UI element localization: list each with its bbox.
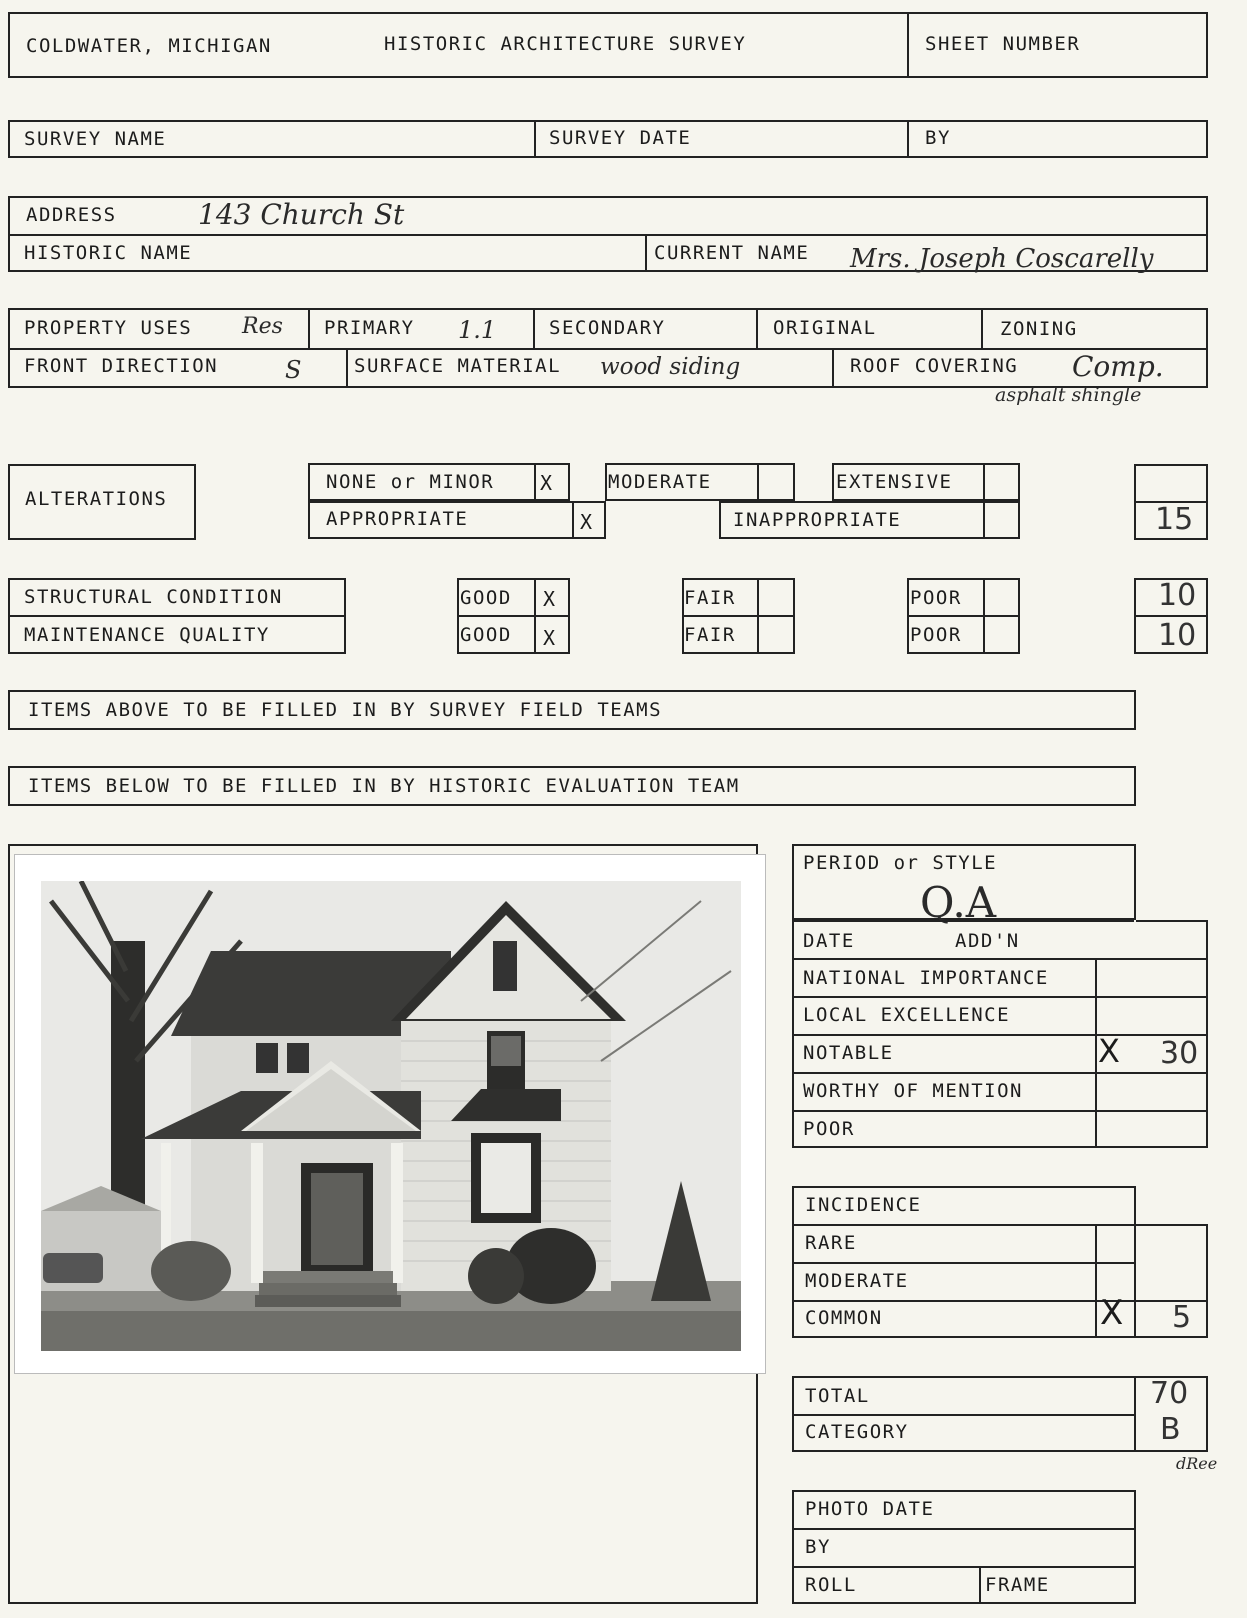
common-mark: X [1100, 1293, 1124, 1333]
inappropriate-checkbox-line [983, 501, 985, 539]
fair-checkbox-line [757, 578, 759, 654]
roof-covering-note: asphalt shingle [995, 384, 1142, 406]
date-value: ADD'N [955, 930, 1020, 952]
address-row-divider [8, 234, 1208, 236]
moderate-label: MODERATE [608, 471, 712, 493]
evaluator-initials: dRee [1176, 1454, 1218, 1473]
house-photograph [14, 854, 766, 1374]
maintenance-fair-label: FAIR [684, 624, 736, 646]
condition-label-divider [8, 615, 346, 617]
incidence-row-1 [792, 1224, 1208, 1226]
common-score: 5 [1172, 1300, 1192, 1335]
evaluation-team-note: ITEMS BELOW TO BE FILLED IN BY HISTORIC EVALUATION TEAM [28, 775, 740, 797]
sheet-number-label: SHEET NUMBER [925, 33, 1081, 55]
common-label: COMMON [805, 1307, 883, 1329]
structural-score: 10 [1158, 578, 1197, 613]
photo-info-roll-divider [979, 1566, 981, 1604]
survey-by-label: BY [925, 127, 951, 149]
none-minor-mark: X [540, 471, 553, 495]
eval-date-right-edge [1134, 920, 1136, 958]
address-value: 143 Church St [198, 198, 405, 231]
surface-material-value: wood siding [600, 354, 741, 380]
worthy-of-mention-label: WORTHY OF MENTION [803, 1080, 1023, 1102]
property-uses-label: PROPERTY USES [24, 317, 193, 339]
secondary-label: SECONDARY [549, 317, 666, 339]
incidence-checkbox-line [1095, 1224, 1097, 1338]
structural-condition-label: STRUCTURAL CONDITION [24, 586, 283, 608]
primary-value: 1.1 [458, 316, 497, 344]
property-div-3 [756, 308, 758, 348]
incidence-row-2 [792, 1262, 1136, 1264]
good-checkbox-line [534, 578, 536, 654]
property-div-6 [832, 348, 834, 388]
extensive-label: EXTENSIVE [836, 471, 953, 493]
date-label: DATE [803, 930, 855, 952]
front-direction-label: FRONT DIRECTION [24, 355, 219, 377]
poor-divider [907, 615, 1020, 617]
incidence-score-bottom [1134, 1336, 1208, 1338]
structural-poor-label: POOR [910, 587, 962, 609]
eval-row-4 [792, 1072, 1208, 1074]
zoning-label: ZONING [1000, 318, 1078, 340]
eval-row-1 [792, 958, 1208, 960]
property-row-divider [8, 348, 1208, 350]
total-value: 70 [1150, 1376, 1189, 1411]
original-label: ORIGINAL [773, 317, 877, 339]
incidence-label: INCIDENCE [805, 1194, 922, 1216]
appropriate-mark: X [580, 510, 593, 534]
property-uses-value: Res [242, 314, 283, 339]
frame-label: FRAME [985, 1574, 1050, 1596]
none-minor-label: NONE or MINOR [326, 471, 495, 493]
local-excellence-label: LOCAL EXCELLENCE [803, 1004, 1011, 1026]
city-label: COLDWATER, MICHIGAN [26, 35, 272, 57]
current-name-value: Mrs. Joseph Coscarelly [850, 244, 1154, 274]
period-style-label: PERIOD or STYLE [803, 852, 998, 874]
property-div-5 [346, 348, 348, 388]
historic-name-label: HISTORIC NAME [24, 242, 193, 264]
maintenance-score: 10 [1158, 618, 1197, 653]
alterations-score: 15 [1155, 502, 1194, 537]
property-div-1 [308, 308, 310, 348]
structural-fair-label: FAIR [684, 587, 736, 609]
good-divider [457, 615, 570, 617]
maintenance-good-label: GOOD [460, 624, 512, 646]
notable-mark: X [1098, 1032, 1120, 1070]
incidence-row-3 [792, 1300, 1208, 1302]
notable-label: NOTABLE [803, 1042, 894, 1064]
incidence-moderate-label: MODERATE [805, 1270, 909, 1292]
maintenance-good-mark: X [543, 626, 556, 650]
poor-checkbox-line [983, 578, 985, 654]
surface-material-label: SURFACE MATERIAL [354, 355, 562, 377]
appropriate-label: APPROPRIATE [326, 508, 469, 530]
national-importance-label: NATIONAL IMPORTANCE [803, 967, 1049, 989]
roof-covering-value: Comp. [1072, 350, 1164, 383]
totals-score-line [1134, 1376, 1136, 1452]
eval-checkbox-line [1095, 958, 1097, 1148]
survey-date-label: SURVEY DATE [549, 127, 692, 149]
totals-divider [792, 1414, 1136, 1416]
total-label: TOTAL [805, 1385, 870, 1407]
moderate-checkbox-line [757, 463, 759, 501]
house-photo-image [41, 881, 741, 1351]
inappropriate-label: INAPPROPRIATE [733, 509, 902, 531]
alterations-label: ALTERATIONS [25, 488, 168, 510]
appropriate-checkbox-line [572, 501, 574, 539]
eval-row-2 [792, 996, 1208, 998]
property-div-4 [981, 308, 983, 348]
address-col-divider [645, 234, 647, 272]
maintenance-quality-label: MAINTENANCE QUALITY [24, 624, 270, 646]
front-direction-value: S [285, 356, 302, 384]
photo-by-label: BY [805, 1536, 831, 1558]
eval-row-5 [792, 1110, 1208, 1112]
photo-info-row-1 [792, 1528, 1136, 1530]
category-label: CATEGORY [805, 1421, 909, 1443]
photo-info-row-2 [792, 1566, 1136, 1568]
period-style-value: Q.A [920, 878, 997, 927]
condition-score-divider [1134, 615, 1208, 617]
current-name-label: CURRENT NAME [654, 242, 810, 264]
header-divider [907, 12, 909, 78]
structural-good-mark: X [543, 587, 556, 611]
photo-date-label: PHOTO DATE [805, 1498, 935, 1520]
primary-label: PRIMARY [324, 317, 415, 339]
category-value: B [1160, 1412, 1181, 1447]
survey-divider-2 [907, 120, 909, 158]
structural-good-label: GOOD [460, 587, 512, 609]
fair-divider [682, 615, 795, 617]
survey-name-label: SURVEY NAME [24, 128, 167, 150]
extensive-checkbox-line [983, 463, 985, 501]
survey-divider-1 [534, 120, 536, 158]
address-label: ADDRESS [26, 204, 117, 226]
roof-covering-label: ROOF COVERING [850, 355, 1019, 377]
notable-score: 30 [1160, 1036, 1199, 1071]
none-minor-checkbox-line [534, 463, 536, 501]
form-title: HISTORIC ARCHITECTURE SURVEY [384, 33, 747, 55]
field-teams-note: ITEMS ABOVE TO BE FILLED IN BY SURVEY FIELD TEAMS [28, 699, 663, 721]
roll-label: ROLL [805, 1574, 857, 1596]
incidence-score-edge [1206, 1224, 1208, 1338]
eval-poor-label: POOR [803, 1118, 855, 1140]
eval-row-3 [792, 1034, 1208, 1036]
rare-label: RARE [805, 1232, 857, 1254]
property-div-2 [533, 308, 535, 348]
maintenance-poor-label: POOR [910, 624, 962, 646]
